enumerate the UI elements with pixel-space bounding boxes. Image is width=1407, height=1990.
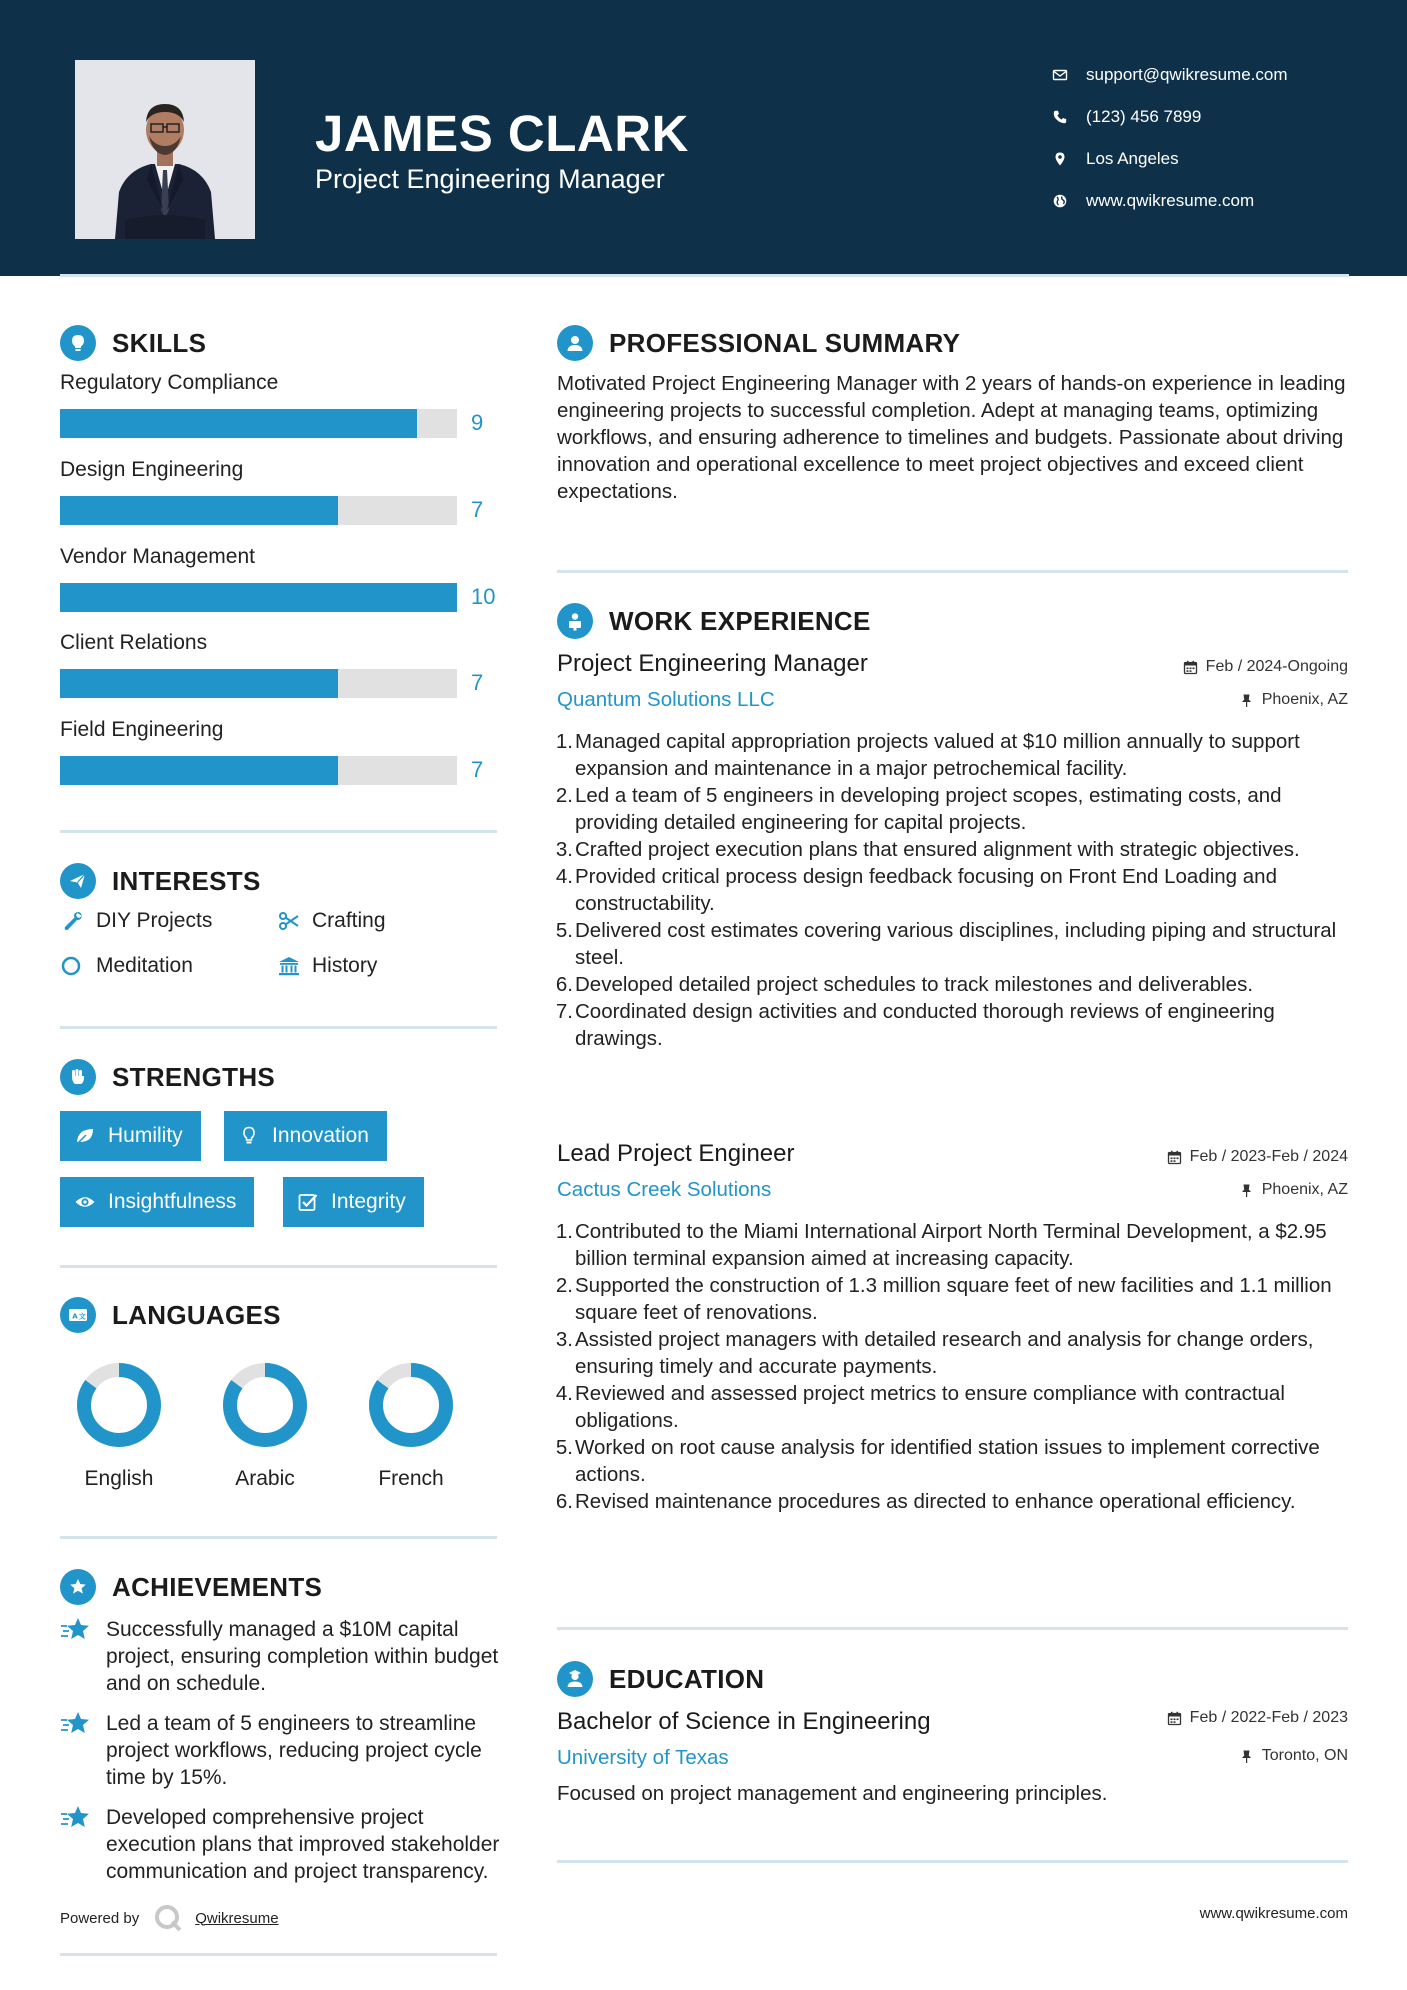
resume-header bbox=[0, 0, 1407, 276]
job-bullet-list bbox=[557, 728, 1352, 1052]
job-bullet: 5. Delivered cost estimates covering various disciplines, including piping and structural steel. bbox=[555, 919, 1337, 969]
job-location-text: Phoenix, AZ bbox=[1261, 1181, 1348, 1198]
interest-label: DIY Projects bbox=[96, 909, 213, 932]
job-dates-text: Feb / 2024-Ongoing bbox=[1205, 658, 1348, 675]
education-heading bbox=[557, 1661, 764, 1697]
skill-label: Design Engineering bbox=[60, 458, 244, 481]
skill-bar bbox=[60, 409, 457, 438]
pushpin-icon bbox=[1239, 1749, 1254, 1764]
skill-bar-fill bbox=[60, 756, 338, 785]
section-divider bbox=[557, 1860, 1348, 1863]
leaf-icon bbox=[72, 1123, 98, 1149]
achievement-item bbox=[60, 1616, 500, 1697]
qwikresume-logo-icon bbox=[153, 1903, 183, 1933]
job-title: Lead Project Engineer bbox=[557, 1140, 795, 1167]
candidate-name: JAMES CLARK bbox=[315, 105, 689, 162]
language-ring bbox=[365, 1359, 457, 1451]
achievements-title: ACHIEVEMENTS bbox=[112, 1571, 323, 1602]
section-divider bbox=[60, 830, 497, 833]
skill-value: 7 bbox=[471, 757, 484, 782]
education-description: Focused on project management and engineering principles. bbox=[557, 1782, 1108, 1805]
languages-heading bbox=[60, 1297, 281, 1333]
contact-location bbox=[1050, 138, 1380, 180]
interest-item bbox=[276, 953, 377, 979]
circle-icon bbox=[60, 953, 86, 979]
contact-phone-text: (123) 456 7899 bbox=[1086, 107, 1202, 126]
education-location bbox=[1239, 1747, 1348, 1765]
contact-location-text: Los Angeles bbox=[1086, 149, 1179, 168]
language-label: Arabic bbox=[235, 1467, 295, 1490]
job-bullet: 4. Reviewed and assessed project metrics to ensure compliance with contractual obligations. bbox=[555, 1382, 1285, 1432]
star-icon bbox=[60, 1804, 92, 1832]
job-title: Project Engineering Manager bbox=[557, 650, 868, 677]
education-title: EDUCATION bbox=[609, 1663, 765, 1694]
job-dates bbox=[1167, 1148, 1348, 1166]
skill-bar-fill bbox=[60, 496, 338, 525]
eye-icon bbox=[72, 1189, 98, 1215]
achievement-item bbox=[60, 1804, 500, 1885]
language-ring bbox=[219, 1359, 311, 1451]
job-dates-text: Feb / 2023-Feb / 2024 bbox=[1189, 1148, 1348, 1165]
interest-item bbox=[60, 908, 212, 934]
svg-text:文: 文 bbox=[78, 1312, 86, 1321]
strength-label: Innovation bbox=[272, 1124, 369, 1147]
skills-heading bbox=[60, 325, 206, 361]
job-bullet: 6. Revised maintenance procedures as directed to enhance operational efficiency. bbox=[555, 1490, 1296, 1513]
skill-label: Regulatory Compliance bbox=[60, 371, 279, 394]
job-bullet: 5. Worked on root cause analysis for identified station issues to implement corrective actions. bbox=[555, 1436, 1320, 1486]
interest-label: Crafting bbox=[312, 909, 386, 932]
skill-value: 9 bbox=[471, 410, 484, 435]
language-icon bbox=[60, 1297, 96, 1333]
job-bullet: 3. Assisted project managers with detailed research and analysis for change orders, ensuring timely and accurate payments. bbox=[555, 1328, 1314, 1378]
interest-label: Meditation bbox=[96, 954, 193, 977]
contact-phone[interactable] bbox=[1050, 96, 1380, 138]
achievement-text: Successfully managed a $10M capital project, ensuring completion within budget and on schedule. bbox=[106, 1618, 499, 1695]
interests-title: INTERESTS bbox=[112, 865, 261, 896]
contact-email[interactable] bbox=[1050, 54, 1380, 96]
degree-title: Bachelor of Science in Engineering bbox=[557, 1708, 931, 1735]
strength-label: Humility bbox=[108, 1124, 183, 1147]
calendar-icon bbox=[1167, 1711, 1182, 1726]
summary-title: PROFESSIONAL SUMMARY bbox=[609, 327, 961, 358]
summary-heading bbox=[557, 325, 960, 361]
education-dates-text: Feb / 2022-Feb / 2023 bbox=[1189, 1709, 1348, 1726]
interests-heading bbox=[60, 863, 261, 899]
powered-by bbox=[60, 1903, 279, 1933]
job-bullet: 1. Managed capital appropriation projects valued at $10 million annually to support expansion and maintenance in a major petrochemical facility. bbox=[555, 730, 1300, 780]
language-item bbox=[205, 1359, 325, 1491]
header-divider bbox=[60, 274, 1349, 277]
achievement-text: Developed comprehensive project execution plans that improved stakeholder communication and project transparency. bbox=[106, 1806, 500, 1883]
achievement-text: Led a team of 5 engineers to streamline project workflows, reducing project cycle time by 15%. bbox=[106, 1712, 482, 1789]
strength-tag bbox=[60, 1111, 201, 1161]
job-location bbox=[1239, 1181, 1348, 1199]
strength-label: Integrity bbox=[331, 1190, 406, 1213]
job-bullet-list bbox=[557, 1218, 1352, 1515]
interest-item bbox=[276, 908, 386, 934]
briefcase-user-icon bbox=[557, 603, 593, 639]
languages-title: LANGUAGES bbox=[112, 1299, 281, 1330]
achievements-heading bbox=[60, 1569, 322, 1605]
education-location-text: Toronto, ON bbox=[1261, 1747, 1348, 1764]
job-bullet: 4. Provided critical process design feedback focusing on Front End Loading and constructability. bbox=[555, 865, 1277, 915]
job-bullet: 2. Supported the construction of 1.3 million square feet of new facilities and 1.1 million square feet of renovations. bbox=[555, 1274, 1332, 1324]
pushpin-icon bbox=[1239, 1183, 1254, 1198]
fist-icon bbox=[60, 1059, 96, 1095]
powered-by-text: Powered by bbox=[60, 1909, 140, 1927]
job-company: Quantum Solutions LLC bbox=[557, 688, 775, 711]
strength-tag bbox=[283, 1177, 424, 1227]
star-icon bbox=[60, 1710, 92, 1738]
experience-heading bbox=[557, 603, 871, 639]
achievement-item bbox=[60, 1710, 500, 1791]
section-divider bbox=[60, 1953, 497, 1956]
school-name: University of Texas bbox=[557, 1746, 729, 1769]
skill-bar-fill bbox=[60, 583, 457, 612]
skill-value: 7 bbox=[471, 497, 484, 522]
job-bullet: 1. Contributed to the Miami International Airport North Terminal Development, a $2.95 billion terminal expansion aimed at increasing capacity. bbox=[555, 1220, 1327, 1270]
lightbulb-icon bbox=[60, 325, 96, 361]
map-marker-icon bbox=[1050, 149, 1070, 169]
scissors-icon bbox=[276, 908, 302, 934]
skill-bar bbox=[60, 756, 457, 785]
skill-label: Field Engineering bbox=[60, 718, 224, 741]
skill-bar bbox=[60, 669, 457, 698]
experience-title: WORK EXPERIENCE bbox=[609, 605, 871, 636]
strengths-heading bbox=[60, 1059, 275, 1095]
svg-text:A: A bbox=[72, 1312, 78, 1321]
job-bullet: 7. Coordinated design activities and conducted thorough reviews of engineering drawings. bbox=[555, 1000, 1275, 1050]
skill-value: 7 bbox=[471, 670, 484, 695]
contact-website-text: www.qwikresume.com bbox=[1086, 191, 1255, 210]
paper-plane-icon bbox=[60, 863, 96, 899]
section-divider bbox=[557, 1627, 1348, 1630]
profile-photo bbox=[75, 60, 255, 239]
section-divider bbox=[557, 570, 1348, 573]
skill-bar-fill bbox=[60, 409, 417, 438]
calendar-icon bbox=[1183, 660, 1198, 675]
skill-bar bbox=[60, 583, 457, 612]
section-divider bbox=[60, 1265, 497, 1268]
wrench-icon bbox=[60, 908, 86, 934]
contact-email-text: support@qwikresume.com bbox=[1086, 65, 1288, 84]
skill-value: 10 bbox=[471, 584, 496, 609]
interest-item bbox=[60, 953, 193, 979]
language-item bbox=[351, 1359, 471, 1491]
strengths-title: STRENGTHS bbox=[112, 1061, 276, 1092]
skill-label: Vendor Management bbox=[60, 545, 255, 568]
strength-label: Insightfulness bbox=[108, 1190, 237, 1213]
section-divider bbox=[60, 1536, 497, 1539]
summary-text: Motivated Project Engineering Manager with 2 years of hands-on experience in leading engineering projects to successful completion. Adept at managing teams, optimizing workflows, and ensuring adherence to timelines and budgets. Passionate about driving innovation and operational excellence to meet project objectives and exceed client expectations. bbox=[557, 372, 1346, 503]
lightbulb-icon bbox=[236, 1123, 262, 1149]
section-divider bbox=[60, 1026, 497, 1029]
job-bullet: 3. Crafted project execution plans that ensured alignment with strategic objectives. bbox=[555, 838, 1300, 861]
check-square-icon bbox=[295, 1189, 321, 1215]
education-dates bbox=[1167, 1709, 1348, 1727]
job-bullet: 6. Developed detailed project schedules to track milestones and deliverables. bbox=[555, 973, 1254, 996]
bank-icon bbox=[276, 953, 302, 979]
globe-icon bbox=[1050, 191, 1070, 211]
phone-icon bbox=[1050, 107, 1070, 127]
language-item bbox=[59, 1359, 179, 1491]
strength-tag bbox=[224, 1111, 387, 1161]
language-label: French bbox=[378, 1467, 444, 1490]
star-badge-icon bbox=[60, 1569, 96, 1605]
skill-bar bbox=[60, 496, 457, 525]
skill-bar-fill bbox=[60, 669, 338, 698]
pushpin-icon bbox=[1239, 693, 1254, 708]
strength-tag bbox=[60, 1177, 254, 1227]
job-location bbox=[1239, 691, 1348, 709]
envelope-icon bbox=[1050, 65, 1070, 85]
footer-website[interactable]: www.qwikresume.com bbox=[1199, 1905, 1348, 1922]
contact-list bbox=[1050, 54, 1380, 222]
skill-label: Client Relations bbox=[60, 631, 208, 654]
language-ring bbox=[73, 1359, 165, 1451]
star-icon bbox=[60, 1616, 92, 1644]
graduate-icon bbox=[557, 1661, 593, 1697]
job-bullet: 2. Led a team of 5 engineers in developing project scopes, estimating costs, and providing detailed engineering for capital projects. bbox=[555, 784, 1282, 834]
language-label: English bbox=[84, 1467, 154, 1490]
contact-website[interactable] bbox=[1050, 180, 1380, 222]
user-icon bbox=[557, 325, 593, 361]
candidate-role: Project Engineering Manager bbox=[315, 164, 665, 194]
skills-title: SKILLS bbox=[112, 327, 207, 358]
job-location-text: Phoenix, AZ bbox=[1261, 691, 1348, 708]
calendar-icon bbox=[1167, 1150, 1182, 1165]
interest-label: History bbox=[312, 954, 378, 977]
job-dates bbox=[1183, 658, 1348, 676]
qwikresume-link[interactable]: Qwikresume bbox=[195, 1909, 279, 1927]
job-company: Cactus Creek Solutions bbox=[557, 1178, 772, 1201]
